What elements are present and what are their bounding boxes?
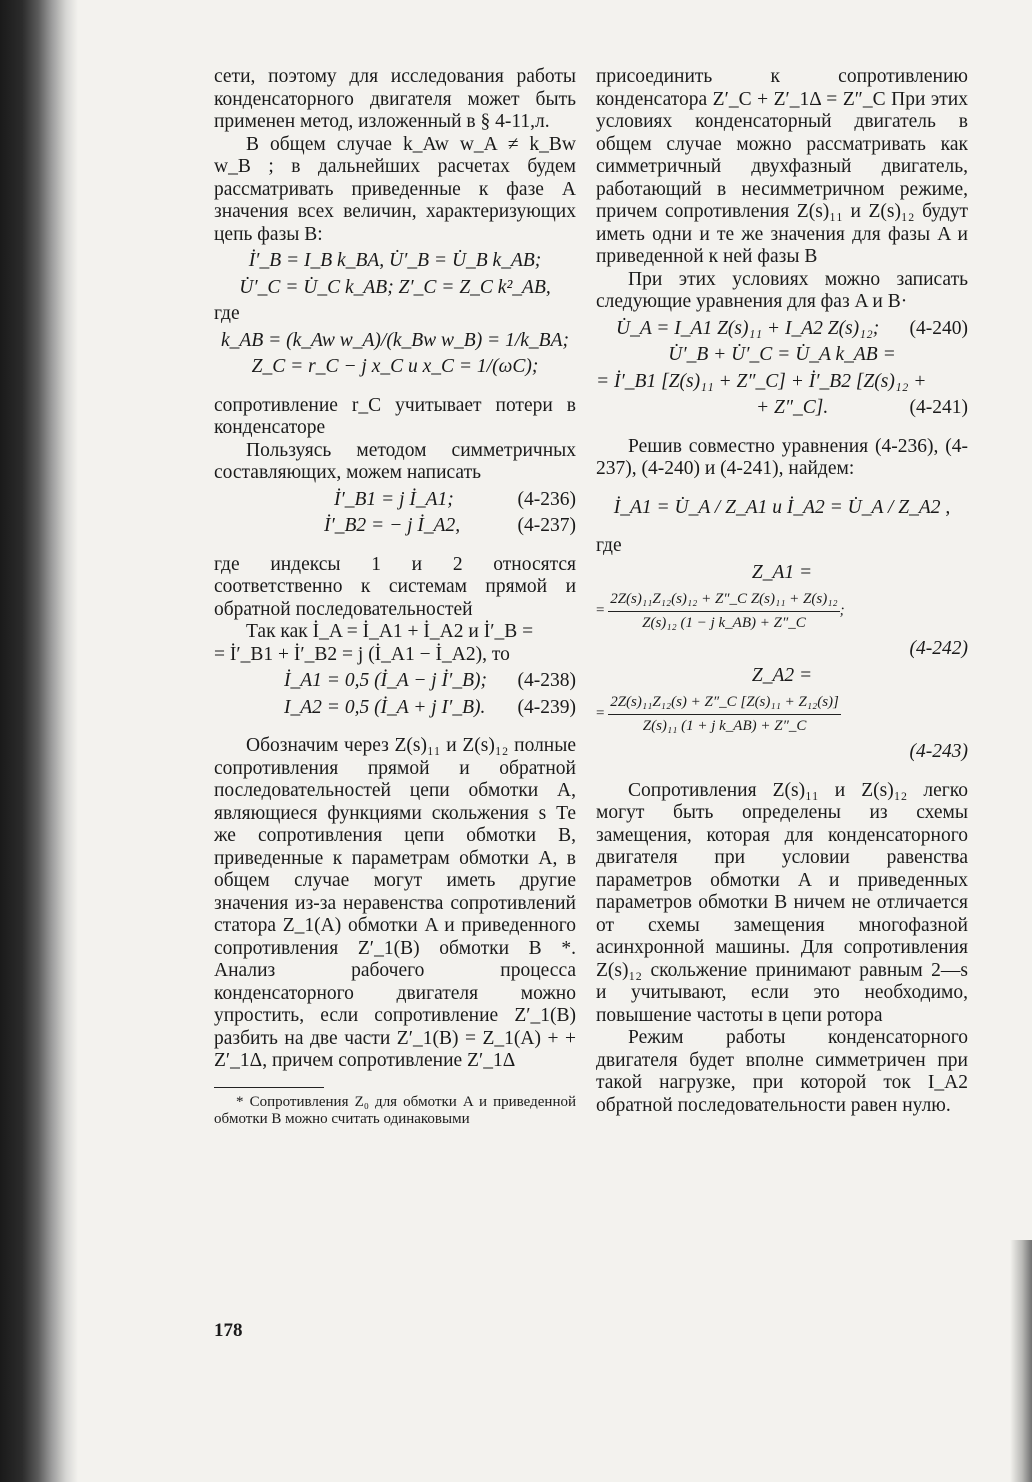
equation-body: U̇_A = I_A1 Z(s)₁₁ + I_A2 Z(s)₁₂; (616, 317, 880, 339)
paragraph: Сопротивления Z(s)₁₁ и Z(s)₁₂ легко могут быть определены из схемы замещения, которая для конденсаторного двигателя при условии равенства параметров обмотки A и приведенных параметров обмотки B ничем не отличается от схемы замещения многофазной асинхронной машины. Для сопротивления Z(s)₁₂ скольжение принимают равным 2—s и учитывают, если это необходимо, повышение частоты в цепи ротора (596, 779, 968, 1026)
equation-number: (4-238) (517, 670, 576, 691)
equation-number: (4-240) (909, 317, 968, 339)
equation-4-239 (214, 697, 576, 720)
equation-number: (4-241) (909, 397, 968, 418)
paragraph: где индексы 1 и 2 относятся соответственно к системам прямой и обратной последовательностей (214, 553, 576, 620)
equation-body: İ_A1 = 0,5 (İ_A − j İ′_B); (284, 670, 487, 691)
equation: U̇′_B + U̇′_C = U̇_A k_AB = (668, 344, 896, 365)
paragraph: = İ′_B1 + İ′_B2 = j (İ_A1 − İ_A2), то (214, 643, 510, 665)
equation-4-241 (596, 397, 968, 420)
paragraph: сопротивление r_C учитывает потери в конденсаторе (214, 394, 576, 438)
equation: U̇′_C = U̇_C k_AB; Z′_C = Z_C k²_AB, (239, 276, 551, 298)
equation-body: + Z″_C]. (756, 397, 829, 418)
paragraph: Обозначим через Z(s)₁₁ и Z(s)₁₂ полные сопротивления прямой и обратной последовательностей цепи обмотки A, являющиеся функциями скольжения s Те же сопротивления цепи обмотки B, приведенные к параметрам обмотки A, в общем случае могут иметь другие значения из-за неравенства сопротивлений статора Z_1(A) обмотки A и приведенного сопротивления Z′_1(B) обмотки B *. Анализ рабочего процесса конденсаторного двигателя можно упростить, если сопротивление Z′_1(B) разбить на две части Z′_1(B) = Z_1(A) + + Z′_1Δ, причем сопротивление Z′_1Δ (214, 735, 576, 1071)
equation-body: İ′_B1 = j İ_A1; (334, 488, 454, 510)
numerator: 2Z(s)₁₁Z₁₂(s)₁₂ + Z″_C Z(s)₁₁ + Z(s)₁₂ (608, 588, 839, 612)
paragraph: При этих условиях можно записать следующие уравнения для фаз A и B· (596, 268, 968, 312)
equation-number: (4-239) (517, 696, 576, 718)
paragraph: Режим работы конденсаторного двигателя будет вполне симметричен при такой нагрузке, при которой ток I_A2 обратной последовательности равен нулю. (596, 1027, 968, 1116)
equation: = İ′_B1 [Z(s)₁₁ + Z″_C] + İ′_B2 [Z(s)₁₂ + (596, 370, 927, 392)
paragraph: где (214, 303, 240, 324)
equation: k_AB = (k_Aw w_A)/(k_Bw w_B) = 1/k_BA; (221, 329, 569, 351)
equation: Z_A2 = (751, 664, 813, 686)
paragraph: Решив совместно уравнения (4-236), (4-237), (4-240) и (4-241), найдем: (596, 435, 968, 479)
equation-number: (4-237) (517, 515, 576, 536)
footnote: * Сопротивления Z₀ для обмотки A и приведенной обмотки B можно считать одинаковыми (214, 1093, 576, 1127)
book-binding-shadow (0, 0, 78, 1482)
equation: İ′_B = I_B k_BA, U̇′_B = U̇_B k_AB; (248, 250, 542, 271)
equation-4-237 (214, 515, 576, 538)
footnote-divider (214, 1087, 324, 1088)
equation-4-240 (596, 318, 968, 341)
equation: İ_A1 = U̇_A / Z_A1 и İ_A2 = U̇_A / Z_A2 , (613, 496, 951, 518)
paragraph: сети, поэтому для исследования работы конденсаторного двигателя может быть применен метод, изложенный в § 4-11,л. (214, 66, 576, 132)
equation-body: İ′_B2 = − j İ_A2, (324, 515, 461, 536)
equation-4-238 (214, 670, 576, 693)
equation: Z_A1 = (751, 561, 813, 583)
denominator: Z(s)₁₂ (1 − j k_AB) + Z″_C (642, 614, 806, 631)
paragraph: где (596, 535, 622, 556)
equation-fraction: = $\frac{\text{2Z(s)₁₁Z₁₂(s) + Z″\_C [Z(s)₁₁ + Z₁₂(s)]}}{\text{Z(s)₁₁ (1 + j k\_AB) + Z″\_C}}$ (596, 691, 968, 737)
equation-number: (4-236) (517, 488, 576, 510)
fraction (608, 691, 841, 737)
equation-number: (4-242) (909, 638, 968, 659)
paragraph: Так как İ_A = İ_A1 + İ_A2 и İ′_B = (246, 621, 534, 642)
denominator: Z(s)₁₁ (1 + j k_AB) + Z″_C (642, 717, 807, 734)
left-column (214, 66, 576, 1128)
paragraph: В общем случае k_Aw w_A ≠ k_Bw w_B ; в дальнейших расчетах будем рассматривать приведенные к фазе A значения всех величин, характеризующих цепь фазы B: (214, 133, 576, 245)
fraction (608, 588, 839, 634)
equation-fraction: = $\frac{\text{2Z(s)₁₁Z₁₂(s)₁₂ + Z″\_C Z(s)₁₁ + Z(s)₁₂}}{\text{Z(s)₁₂ (1 − j k\_AB) + Z″\_C}}$ ; (596, 588, 968, 634)
equation-4-236 (214, 489, 576, 512)
paragraph: Пользуясь методом симметричных составляющих, можем написать (214, 439, 576, 483)
numerator: 2Z(s)₁₁Z₁₂(s) + Z″_C [Z(s)₁₁ + Z₁₂(s)] (608, 691, 841, 715)
equation-body: I_A2 = 0,5 (İ_A + j I′_B). (284, 696, 486, 718)
equation-number: (4-243) (909, 741, 968, 762)
paragraph: присоединить к сопротивлению конденсатора Z′_C + Z′_1Δ = Z″_C При этих условиях конденсаторный двигатель в общем случае можно рассматривать как симметричный двухфазный двигатель, работающий в несимметричном режиме, причем сопротивления Z(s)₁₁ и Z(s)₁₂ будут иметь одни и те же значения для фазы A и приведенной к ней фазы B (596, 66, 968, 267)
page-edge-shadow (1010, 1240, 1032, 1482)
equation: Z_C = r_C − j x_C и x_C = 1/(ωC); (251, 356, 539, 377)
right-column (596, 66, 968, 1117)
page-number: 178 (214, 1320, 243, 1341)
